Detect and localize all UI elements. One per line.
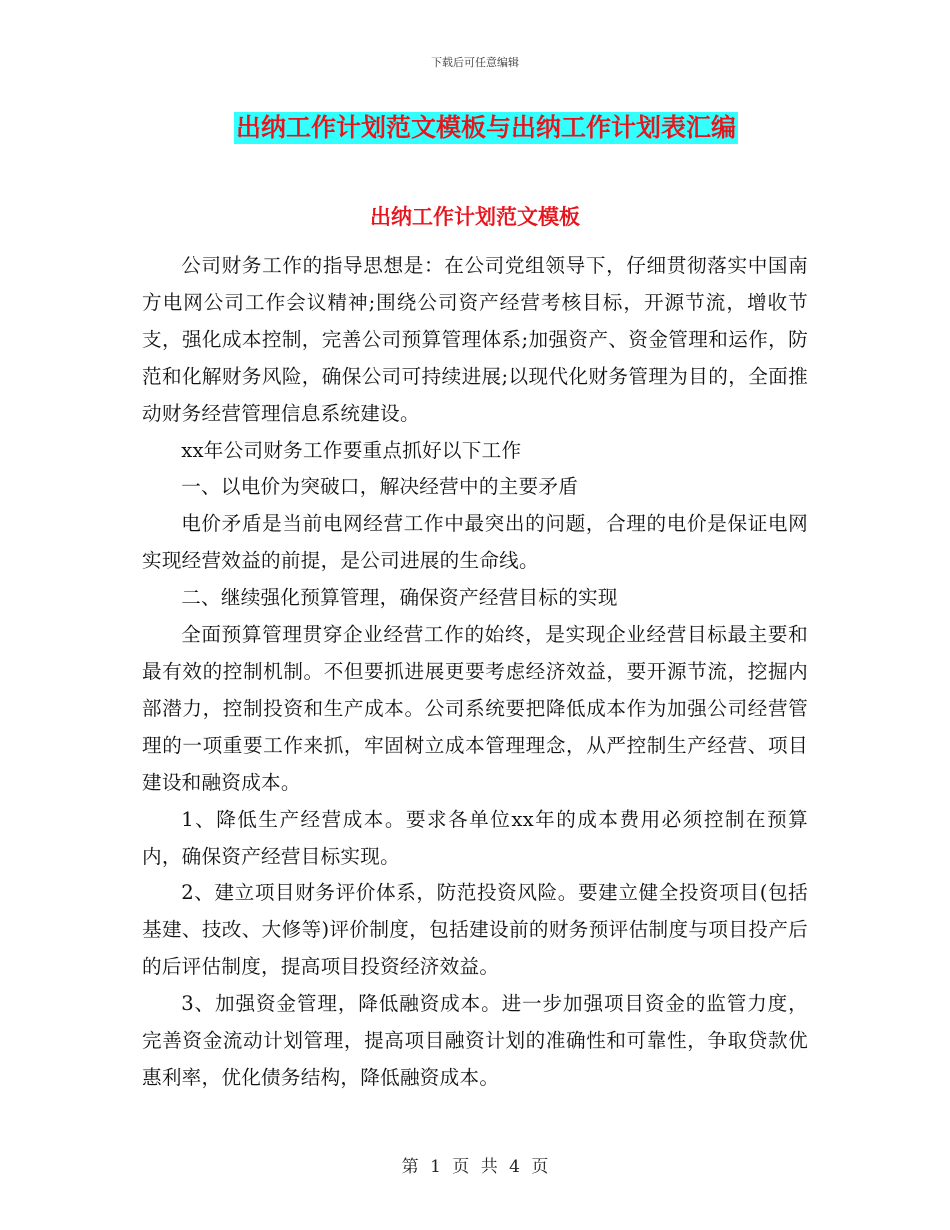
heading-budget-management: 二、继续强化预算管理，确保资产经营目标的实现 bbox=[181, 586, 618, 610]
document-body bbox=[142, 248, 808, 1097]
paragraph-item-2: 2、建立项目财务评价体系，防范投资风险。要建立健全投资项目(包括基建、技改、大修等)评价制度，包括建设前的财务预评估制度与项目投产后的后评估制度，提高项目投资经济效益。 bbox=[142, 881, 808, 979]
page-number-footer: 第 1 页 共 4 页 bbox=[401, 1157, 549, 1177]
paragraph-key-work-intro: xx年公司财务工作要重点抓好以下工作 bbox=[181, 438, 522, 462]
paragraph-guiding-idea: 公司财务工作的指导思想是：在公司党组领导下，仔细贯彻落实中国南方电网公司工作会议精神;围绕公司资产经营考核目标，开源节流，增收节支，强化成本控制，完善公司预算管理体系;加强资产、资金管理和运作，防范和化解财务风险，确保公司可持续进展;以现代化财务管理为目的，全面推动财务经营管理信息系统建设。 bbox=[142, 254, 808, 425]
header-note: 下载后可任意编辑 bbox=[431, 56, 519, 69]
heading-electricity-price: 一、以电价为突破口，解决经营中的主要矛盾 bbox=[181, 475, 579, 499]
paragraph-item-1: 1、降低生产经营成本。要求各单位xx年的成本费用必须控制在预算内，确保资产经营目标实现。 bbox=[142, 807, 808, 868]
paragraph-electricity-price: 电价矛盾是当前电网经营工作中最突出的问题，合理的电价是保证电网实现经营效益的前提，是公司进展的生命线。 bbox=[142, 512, 808, 573]
paragraph-item-3: 3、加强资金管理，降低融资成本。进一步加强项目资金的监管力度，完善资金流动计划管理，提高项目融资计划的准确性和可靠性，争取贷款优惠利率，优化债务结构，降低融资成本。 bbox=[142, 992, 808, 1089]
document-title: 出纳工作计划范文模板与出纳工作计划表汇编 bbox=[236, 113, 737, 142]
paragraph-budget-management: 全面预算管理贯穿企业经营工作的始终，是实现企业经营目标最主要和最有效的控制机制。不但要抓进展更要考虑经济效益，要开源节流，挖掘内部潜力，控制投资和生产成本。公司系统要把降低成本作为加强公司经营管理的一项重要工作来抓，牢固树立成本管理理念，从严控制生产经营、项目建设和融资成本。 bbox=[142, 623, 808, 794]
section-title: 出纳工作计划范文模板 bbox=[370, 205, 580, 229]
